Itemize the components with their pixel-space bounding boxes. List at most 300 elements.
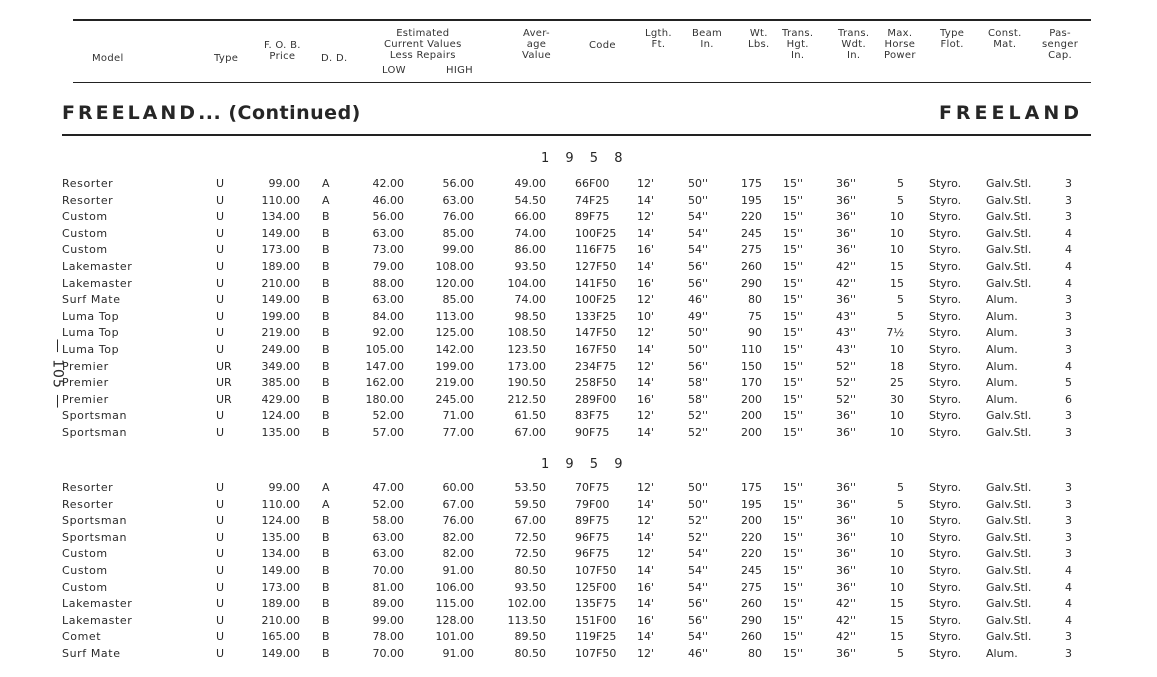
cell-average-value: 67.00 [514,426,546,439]
cell-weight: 150 [741,359,762,373]
cell-type: U [216,647,225,660]
cell-trans-height: 15'' [783,647,804,660]
cell-low-value: 79.00 [372,260,404,273]
cell-model: Comet [62,630,102,644]
cell-dd: B [322,210,330,224]
cell-fob-price: 124.00 [261,514,300,528]
cell-beam: 52'' [688,409,709,423]
cell-max-hp: 10 [890,514,904,528]
cell-flotation: Styro. [929,260,962,273]
cell-model: Sportsman [62,426,128,439]
cell-trans-width: 36'' [836,481,857,494]
cell-trans-height: 15'' [783,409,804,423]
cell-max-hp: 10 [890,210,904,224]
cell-low-value: 147.00 [365,359,404,373]
cell-construction: Galv.Stl. [986,630,1032,644]
cell-capacity: 3 [1065,547,1072,561]
cell-construction: Alum. [986,343,1018,356]
cell-average-value: 54.50 [514,193,546,207]
cell-length: 16' [637,580,655,594]
header-beam: Beam In. [692,28,723,50]
cell-flotation: Styro. [929,276,962,290]
cell-average-value: 123.50 [507,343,546,356]
cell-trans-height: 15'' [783,243,804,257]
cell-beam: 56'' [688,260,709,273]
header-weight: Wt. Lbs. [748,28,770,50]
cell-capacity: 4 [1065,564,1072,577]
cell-fob-price: 199.00 [261,309,300,323]
cell-length: 12' [637,359,655,373]
cell-high-value: 125.00 [435,326,474,340]
cell-dd: B [322,226,330,240]
header-type-flot: Type Flot. [940,28,965,50]
cell-dd: B [322,630,330,644]
cell-construction: Galv.Stl. [986,426,1032,439]
cell-dd: A [322,497,330,511]
cell-fob-price: 210.00 [261,613,300,627]
cell-high-value: 85.00 [442,226,474,240]
cell-capacity: 4 [1065,613,1072,627]
cell-low-value: 162.00 [365,376,404,390]
cell-length: 14' [637,630,655,644]
cell-trans-width: 36'' [836,193,857,207]
cell-beam: 52'' [688,530,709,544]
cell-type: U [216,481,225,494]
cell-fob-price: 149.00 [261,647,300,660]
cell-trans-height: 15'' [783,426,804,439]
cell-beam: 54'' [688,564,709,577]
table-row [0,259,1157,275]
cell-dd: B [322,359,330,373]
cell-fob-price: 110.00 [261,497,300,511]
table-row [0,176,1157,192]
cell-model: Resorter [62,481,114,494]
cell-low-value: 63.00 [372,226,404,240]
header-trans-height: Trans. Hgt. In. [782,28,814,61]
cell-trans-width: 52'' [836,392,857,406]
cell-low-value: 70.00 [372,564,404,577]
cell-trans-height: 15'' [783,309,804,323]
cell-fob-price: 210.00 [261,276,300,290]
cell-low-value: 180.00 [365,392,404,406]
cell-beam: 46'' [688,293,709,307]
cell-weight: 75 [748,309,762,323]
cell-high-value: 142.00 [435,343,474,356]
cell-code: 135F75 [575,597,617,611]
cell-low-value: 105.00 [365,343,404,356]
cell-construction: Galv.Stl. [986,409,1032,423]
cell-length: 14' [637,376,655,390]
table-row [0,242,1157,258]
cell-dd: B [322,260,330,273]
cell-construction: Alum. [986,293,1018,307]
table-row [0,613,1157,629]
cell-high-value: 245.00 [435,392,474,406]
cell-dd: B [322,276,330,290]
table-row [0,546,1157,562]
cell-low-value: 42.00 [372,177,404,190]
cell-max-hp: 7½ [886,326,904,340]
cell-low-value: 57.00 [372,426,404,439]
cell-type: U [216,193,225,207]
cell-trans-width: 36'' [836,293,857,307]
cell-high-value: 60.00 [442,481,474,494]
cell-fob-price: 99.00 [268,177,300,190]
cell-model: Custom [62,243,108,257]
header-high: HIGH [446,65,473,76]
cell-capacity: 4 [1065,243,1072,257]
cell-dd: B [322,243,330,257]
cell-trans-height: 15'' [783,343,804,356]
cell-max-hp: 10 [890,343,904,356]
cell-length: 12' [637,210,655,224]
cell-trans-height: 15'' [783,293,804,307]
cell-average-value: 80.50 [514,647,546,660]
cell-code: 133F25 [575,309,617,323]
cell-beam: 56'' [688,597,709,611]
cell-trans-height: 15'' [783,326,804,340]
cell-flotation: Styro. [929,580,962,594]
cell-average-value: 113.50 [507,613,546,627]
cell-average-value: 173.00 [507,359,546,373]
cell-trans-height: 15'' [783,481,804,494]
year-heading: 1 9 5 9 [541,457,629,472]
cell-model: Luma Top [62,309,120,323]
cell-max-hp: 15 [890,260,904,273]
cell-average-value: 66.00 [514,210,546,224]
table-row [0,563,1157,579]
cell-trans-height: 15'' [783,547,804,561]
cell-max-hp: 10 [890,530,904,544]
cell-code: 167F50 [575,343,617,356]
cell-capacity: 3 [1065,497,1072,511]
cell-type: UR [216,359,232,373]
table-row [0,359,1157,375]
cell-code: 90F75 [575,426,610,439]
section-rule [62,134,1091,136]
cell-length: 16' [637,613,655,627]
cell-flotation: Styro. [929,376,962,390]
cell-dd: B [322,597,330,611]
cell-low-value: 88.00 [372,276,404,290]
cell-average-value: 67.00 [514,514,546,528]
cell-average-value: 108.50 [507,326,546,340]
cell-construction: Alum. [986,647,1018,660]
cell-average-value: 61.50 [514,409,546,423]
cell-length: 12' [637,647,655,660]
table-row [0,392,1157,408]
cell-high-value: 113.00 [435,309,474,323]
cell-average-value: 190.50 [507,376,546,390]
cell-low-value: 78.00 [372,630,404,644]
cell-model: Premier [62,392,109,406]
cell-trans-height: 15'' [783,514,804,528]
cell-high-value: 67.00 [442,497,474,511]
cell-type: U [216,530,225,544]
cell-dd: B [322,326,330,340]
cell-average-value: 72.50 [514,530,546,544]
cell-weight: 260 [741,260,762,273]
table-row [0,425,1157,441]
cell-trans-width: 43'' [836,343,857,356]
cell-dd: B [322,376,330,390]
cell-length: 14' [637,343,655,356]
cell-average-value: 86.00 [514,243,546,257]
cell-high-value: 63.00 [442,193,474,207]
cell-high-value: 76.00 [442,210,474,224]
cell-average-value: 74.00 [514,226,546,240]
cell-fob-price: 189.00 [261,260,300,273]
cell-trans-width: 36'' [836,497,857,511]
cell-code: 70F75 [575,481,610,494]
cell-model: Custom [62,226,108,240]
cell-length: 14' [637,226,655,240]
cell-fob-price: 149.00 [261,293,300,307]
cell-model: Custom [62,547,108,561]
cell-construction: Galv.Stl. [986,564,1032,577]
cell-capacity: 4 [1065,260,1072,273]
brand-name: FREELAND [62,102,199,124]
header-length: Lgth. Ft. [645,28,672,50]
cell-fob-price: 135.00 [261,530,300,544]
cell-beam: 54'' [688,243,709,257]
cell-trans-width: 42'' [836,260,857,273]
cell-construction: Galv.Stl. [986,226,1032,240]
cell-capacity: 3 [1065,309,1072,323]
cell-flotation: Styro. [929,359,962,373]
cell-type: U [216,243,225,257]
cell-average-value: 93.50 [514,580,546,594]
cell-dd: B [322,613,330,627]
cell-capacity: 3 [1065,343,1072,356]
cell-average-value: 74.00 [514,293,546,307]
cell-low-value: 56.00 [372,210,404,224]
cell-beam: 54'' [688,580,709,594]
cell-beam: 50'' [688,497,709,511]
cell-type: U [216,343,225,356]
cell-max-hp: 10 [890,547,904,561]
cell-flotation: Styro. [929,597,962,611]
cell-code: 151F00 [575,613,617,627]
header-type: Type [214,53,239,64]
cell-type: U [216,613,225,627]
cell-weight: 220 [741,530,762,544]
cell-max-hp: 5 [897,481,904,494]
cell-high-value: 82.00 [442,530,474,544]
cell-weight: 195 [741,193,762,207]
cell-construction: Galv.Stl. [986,210,1032,224]
cell-code: 66F00 [575,177,610,190]
cell-length: 12' [637,547,655,561]
cell-model: Surf Mate [62,293,121,307]
table-row [0,309,1157,325]
cell-capacity: 4 [1065,597,1072,611]
cell-average-value: 53.50 [514,481,546,494]
cell-beam: 52'' [688,514,709,528]
cell-weight: 260 [741,630,762,644]
cell-trans-height: 15'' [783,226,804,240]
header-dd: D. D. [321,53,348,64]
cell-code: 147F50 [575,326,617,340]
cell-fob-price: 385.00 [261,376,300,390]
cell-max-hp: 5 [897,177,904,190]
cell-trans-height: 15'' [783,597,804,611]
cell-fob-price: 149.00 [261,226,300,240]
cell-trans-width: 52'' [836,376,857,390]
cell-trans-height: 15'' [783,359,804,373]
cell-low-value: 52.00 [372,409,404,423]
cell-dd: B [322,426,330,439]
cell-beam: 54'' [688,547,709,561]
cell-capacity: 3 [1065,514,1072,528]
cell-length: 16' [637,276,655,290]
cell-model: Lakemaster [62,276,133,290]
table-row [0,375,1157,391]
cell-fob-price: 349.00 [261,359,300,373]
cell-type: U [216,210,225,224]
cell-capacity: 3 [1065,210,1072,224]
cell-weight: 290 [741,613,762,627]
cell-construction: Alum. [986,326,1018,340]
header-trans-width: Trans. Wdt. In. [838,28,870,61]
cell-code: 74F25 [575,193,610,207]
cell-capacity: 4 [1065,359,1072,373]
cell-high-value: 56.00 [442,177,474,190]
cell-fob-price: 249.00 [261,343,300,356]
cell-high-value: 108.00 [435,260,474,273]
cell-model: Premier [62,376,109,390]
cell-construction: Galv.Stl. [986,580,1032,594]
cell-construction: Galv.Stl. [986,260,1032,273]
cell-model: Resorter [62,177,114,190]
cell-dd: B [322,293,330,307]
cell-model: Premier [62,359,109,373]
cell-type: U [216,580,225,594]
cell-high-value: 128.00 [435,613,474,627]
cell-flotation: Styro. [929,647,962,660]
table-row [0,530,1157,546]
cell-trans-width: 42'' [836,630,857,644]
cell-trans-height: 15'' [783,210,804,224]
cell-code: 127F50 [575,260,617,273]
cell-max-hp: 10 [890,243,904,257]
cell-max-hp: 15 [890,630,904,644]
cell-length: 12' [637,514,655,528]
table-row [0,646,1157,662]
cell-trans-width: 36'' [836,426,857,439]
cell-dd: A [322,177,330,190]
cell-construction: Galv.Stl. [986,613,1032,627]
cell-trans-width: 42'' [836,613,857,627]
cell-code: 79F00 [575,497,610,511]
cell-low-value: 92.00 [372,326,404,340]
cell-flotation: Styro. [929,530,962,544]
cell-average-value: 102.00 [507,597,546,611]
cell-construction: Galv.Stl. [986,597,1032,611]
cell-capacity: 4 [1065,580,1072,594]
cell-dd: A [322,481,330,494]
cell-fob-price: 134.00 [261,210,300,224]
cell-fob-price: 135.00 [261,426,300,439]
cell-construction: Alum. [986,392,1018,406]
cell-dd: B [322,514,330,528]
cell-capacity: 3 [1065,326,1072,340]
cell-average-value: 49.00 [514,177,546,190]
cell-type: U [216,309,225,323]
cell-trans-width: 42'' [836,597,857,611]
cell-capacity: 6 [1065,392,1072,406]
section-title-left [62,102,361,124]
cell-code: 89F75 [575,210,610,224]
header-average-value: Aver- age Value [522,28,551,61]
cell-low-value: 63.00 [372,547,404,561]
cell-beam: 56'' [688,276,709,290]
header-low: LOW [382,65,406,76]
cell-weight: 200 [741,426,762,439]
cell-fob-price: 173.00 [261,243,300,257]
cell-trans-width: 43'' [836,309,857,323]
cell-beam: 52'' [688,426,709,439]
cell-trans-width: 36'' [836,243,857,257]
cell-flotation: Styro. [929,409,962,423]
cell-trans-width: 36'' [836,564,857,577]
cell-trans-height: 15'' [783,497,804,511]
cell-dd: A [322,193,330,207]
table-row [0,342,1157,358]
cell-flotation: Styro. [929,293,962,307]
continued-label: ... (Continued) [198,102,361,124]
cell-length: 14' [637,193,655,207]
cell-max-hp: 10 [890,564,904,577]
cell-flotation: Styro. [929,481,962,494]
cell-length: 12' [637,481,655,494]
cell-trans-width: 36'' [836,226,857,240]
cell-max-hp: 10 [890,580,904,594]
section-title-right: FREELAND [938,102,1083,124]
cell-trans-height: 15'' [783,376,804,390]
cell-weight: 290 [741,276,762,290]
cell-dd: B [322,343,330,356]
cell-fob-price: 134.00 [261,547,300,561]
cell-max-hp: 15 [890,597,904,611]
table-row [0,480,1157,496]
cell-weight: 90 [748,326,762,340]
cell-beam: 56'' [688,359,709,373]
cell-max-hp: 5 [897,647,904,660]
cell-beam: 50'' [688,326,709,340]
header-bottom-rule [73,82,1091,83]
table-row [0,193,1157,209]
cell-type: UR [216,376,232,390]
cell-code: 125F00 [575,580,617,594]
cell-weight: 80 [748,647,762,660]
cell-model: Luma Top [62,326,120,340]
cell-weight: 220 [741,547,762,561]
cell-capacity: 3 [1065,193,1072,207]
cell-model: Custom [62,580,108,594]
cell-flotation: Styro. [929,243,962,257]
cell-beam: 56'' [688,613,709,627]
cell-model: Sportsman [62,409,128,423]
cell-capacity: 3 [1065,177,1072,190]
table-row [0,325,1157,341]
cell-type: U [216,426,225,439]
cell-model: Custom [62,564,108,577]
cell-code: 258F50 [575,376,617,390]
cell-beam: 50'' [688,177,709,190]
cell-fob-price: 99.00 [268,481,300,494]
table-row [0,276,1157,292]
